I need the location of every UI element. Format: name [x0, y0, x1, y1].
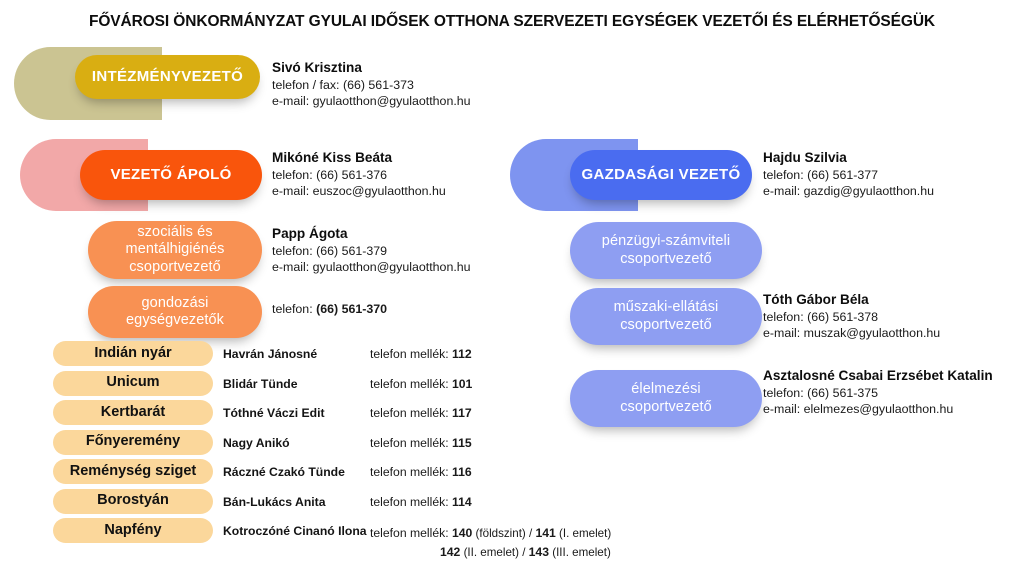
unit-extension: telefon mellék: 114 — [370, 494, 472, 509]
unit-extension: telefon mellék: 112 — [370, 347, 472, 361]
unit-leader-name: Ráczné Czakó Tünde — [223, 465, 345, 479]
unit-pill[interactable] — [53, 518, 213, 543]
unit-pill[interactable] — [53, 489, 213, 514]
unit-pill[interactable] — [53, 371, 213, 396]
finance-group-role-line1: pénzügyi-számviteli — [601, 233, 731, 250]
lead-nurse-contact — [272, 148, 446, 200]
unit-extension: telefon mellék: 101 — [370, 376, 473, 391]
care-group-role-line1: gondozási — [141, 294, 209, 311]
technical-group-pill[interactable] — [570, 288, 762, 345]
unit-leader-name: Nagy Anikó — [223, 435, 290, 450]
unit-leader-name: Tóthné Váczi Edit — [223, 406, 325, 420]
economic-director-phone: telefon: (66) 561-377 — [763, 168, 879, 182]
care-group-role-line2: egységvezetők — [125, 312, 225, 328]
catering-group-name: Asztalosné Csabai Erzsébet Katalin — [763, 368, 993, 383]
lead-nurse-email: e-mail: euszoc@gyulaotthon.hu — [272, 184, 446, 199]
social-group-phone: telefon: (66) 561-379 — [272, 244, 388, 258]
care-group-phone-line — [272, 301, 387, 317]
catering-group-email: e-mail: elelmezes@gyulaotthon.hu — [763, 402, 954, 417]
technical-group-name: Tóth Gábor Béla — [763, 292, 869, 307]
catering-group-pill[interactable] — [570, 370, 762, 427]
director-contact — [272, 58, 471, 110]
director-phone: telefon / fax: (66) 561-373 — [272, 78, 414, 92]
unit-pill-label: Kertbarát — [100, 403, 166, 420]
unit-leader-name: Blidár Tünde — [223, 376, 298, 391]
lead-nurse-phone: telefon: (66) 561-376 — [272, 168, 388, 182]
lead-nurse-name: Mikóné Kiss Beáta — [272, 150, 393, 165]
director-email: e-mail: gyulaotthon@gyulaotthon.hu — [272, 94, 471, 109]
unit-pill-label: Indián nyár — [94, 344, 172, 361]
lead-nurse-pill[interactable] — [80, 150, 262, 200]
unit-extension: telefon mellék: 117 — [370, 406, 472, 420]
unit-leader-name: Havrán Jánosné — [223, 347, 318, 361]
economic-director-pill[interactable] — [570, 150, 752, 200]
finance-group-pill[interactable] — [570, 222, 762, 279]
unit-pill[interactable] — [53, 459, 213, 484]
social-group-contact — [272, 224, 471, 276]
technical-group-email: e-mail: muszak@gyulaotthon.hu — [763, 326, 941, 341]
economic-director-email: e-mail: gazdig@gyulaotthon.hu — [763, 184, 935, 199]
unit-extension: telefon mellék: 115 — [370, 435, 472, 450]
care-group-pill[interactable] — [88, 286, 262, 338]
unit-pill-label: Borostyán — [97, 492, 169, 509]
catering-group-contact — [763, 366, 993, 418]
director-role-label: INTÉZMÉNYVEZETŐ — [91, 68, 244, 86]
unit-pill-label: Reménység sziget — [69, 462, 197, 479]
care-group-phone-prefix: telefon: — [272, 302, 317, 316]
unit-extension: telefon mellék: 116 — [370, 465, 472, 479]
social-group-role-line1: szociális és — [137, 224, 213, 241]
director-pill[interactable] — [75, 55, 260, 99]
catering-group-role-line2: csoportvezető — [620, 398, 712, 415]
lead-nurse-role-label: VEZETŐ ÁPOLÓ — [110, 166, 232, 184]
social-group-name: Papp Ágota — [272, 226, 348, 241]
care-group-contact — [272, 301, 387, 317]
economic-director-role-label: GAZDASÁGI VEZETŐ — [581, 166, 741, 184]
social-group-role-line2: mentálhigiénés — [125, 241, 225, 258]
director-name: Sivó Krisztina — [272, 60, 362, 75]
catering-group-role-line1: élelmezési — [631, 381, 701, 398]
economic-director-contact — [763, 148, 934, 200]
unit-pill[interactable] — [53, 430, 213, 455]
unit-extension: telefon mellék: 140 (földszint) / 141 (I. emelet) 142 (II. emelet) / 143 (III. emelet) — [370, 526, 612, 559]
technical-group-role-line1: műszaki-ellátási — [613, 299, 719, 316]
unit-pill-label: Főnyeremény — [85, 433, 181, 450]
finance-group-role-line2: csoportvezető — [620, 250, 712, 267]
unit-pill[interactable] — [53, 341, 213, 366]
unit-pill[interactable] — [53, 400, 213, 425]
technical-group-contact — [763, 290, 940, 342]
social-group-role-line3: csoportvezető — [129, 258, 221, 275]
social-group-pill[interactable] — [88, 221, 262, 279]
social-group-email: e-mail: gyulaotthon@gyulaotthon.hu — [272, 260, 471, 275]
unit-leader-name: Kotroczóné Cinanó Ilona — [223, 524, 367, 538]
unit-pill-label: Unicum — [106, 374, 160, 391]
economic-director-name: Hajdu Szilvia — [763, 150, 847, 165]
technical-group-phone: telefon: (66) 561-378 — [763, 310, 879, 324]
technical-group-role-line2: csoportvezető — [620, 316, 712, 333]
unit-pill-label: Napfény — [104, 521, 162, 538]
page-title: FŐVÁROSI ÖNKORMÁNYZAT GYULAI IDŐSEK OTTHONA SZERVEZETI EGYSÉGEK VEZETŐI ÉS ELÉRHETŐSÉGÜK — [88, 13, 936, 30]
catering-group-phone: telefon: (66) 561-375 — [763, 386, 879, 400]
unit-leader-name: Bán-Lukács Anita — [223, 494, 326, 509]
care-group-phone-number: (66) 561-370 — [316, 302, 388, 316]
